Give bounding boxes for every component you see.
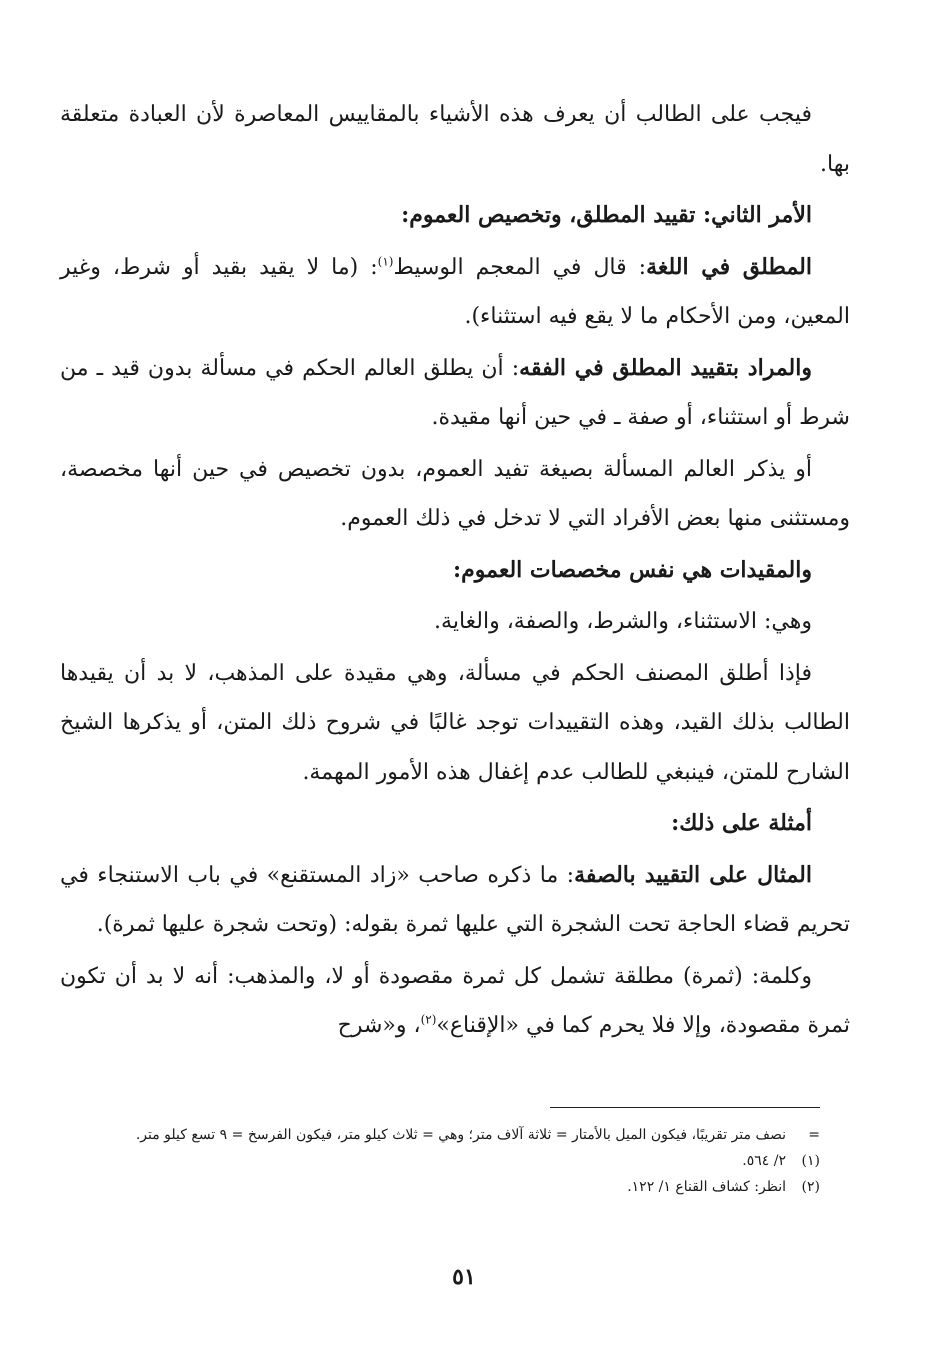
heading-examples: أمثلة على ذلك:: [671, 810, 812, 836]
term-taqyid-fiqh: والمراد بتقييد المطلق في الفقه: [519, 354, 812, 381]
paragraph-mutlaq-linguistic: [60, 243, 850, 342]
paragraph-2-text-a: : قال في المعجم الوسيط: [393, 254, 647, 280]
paragraph-3-text: : أن يطلق العالم الحكم في مسألة بدون قيد ـ من شرط أو استثناء، أو صفة ـ في حين أنها مقيدة.: [60, 355, 850, 430]
paragraph-7-text: : ما ذكره صاحب «زاد المستقنع» في باب الاستنجاء في تحريم قضاء الحاجة تحت الشجرة التي عليها ثمرة بقوله: (وتحت شجرة عليها ثمرة).: [60, 862, 850, 937]
footnote-text: نصف متر تقريبًا، فيكون الميل بالأمتار = ثلاثة آلاف متر؛ وهي = ثلاث كيلو متر، فيكون الفرسخ = ٩ تسع كيلو متر.: [135, 1127, 786, 1143]
term-example-sifa: المثال على التقييد بالصفة: [574, 861, 812, 888]
paragraph-8-text-b: ، و«شرح: [337, 1013, 421, 1038]
footnote-continuation: [80, 1122, 820, 1148]
footnote-marker: =: [808, 1127, 820, 1143]
paragraph-8-text-a: وكلمة: (ثمرة) مطلقة تشمل كل ثمرة مقصودة أو لا، والمذهب: أنه لا بد أن تكون ثمرة مقصودة، وإلا فلا يحرم كما في «الإقناع»: [60, 963, 850, 1038]
paragraph-taqyid-fiqh: [60, 344, 850, 443]
paragraph-1: فيجب على الطالب أن يعرف هذه الأشياء بالمقاييس المعاصرة لأن العبادة متعلقة بها.: [60, 102, 850, 177]
footnotes: [80, 1122, 820, 1200]
main-text: [60, 90, 850, 1053]
footnote-1: [80, 1148, 820, 1174]
footnote-ref-1[interactable]: (١): [377, 254, 394, 269]
footnote-text: ٢/ ٥٦٤.: [742, 1153, 786, 1169]
paragraph-2-text-b: : (ما لا يقيد بقيد أو شرط، وغير المعين، ومن الأحكام ما لا يقع فيه استثناء).: [60, 254, 850, 329]
term-mutlaq-lugha: المطلق في اللغة: [646, 253, 812, 280]
footnote-marker: (٢): [801, 1179, 820, 1195]
footnote-marker: (١): [801, 1153, 820, 1169]
footnote-2: [80, 1174, 820, 1200]
footnote-separator: [550, 1107, 820, 1108]
footnote-text: انظر: كشاف القناع ١/ ١٢٢.: [627, 1179, 786, 1195]
paragraph-thamara: [60, 952, 850, 1051]
heading-second-matter: الأمر الثاني: تقييد المطلق، وتخصيص العموم:: [401, 202, 812, 228]
footnote-ref-2[interactable]: (٢): [420, 1012, 437, 1027]
paragraph-example-sifa: [60, 851, 850, 950]
heading-muqayyidat: والمقيدات هي نفس مخصصات العموم:: [453, 556, 812, 583]
paragraph-list-muqayyidat: وهي: الاستثناء، والشرط، والصفة، والغاية.: [434, 609, 812, 634]
paragraph-itlaq-musannif: فإذا أطلق المصنف الحكم في مسألة، وهي مقيدة على المذهب، لا بد أن يقيدها الطالب بذلك القيد، وهذه التقييدات توجد غالبًا في شروح ذلك المتن، أو يذكرها الشيخ الشارح للمتن، فينبغي للطالب عدم إغفال هذه الأمور المهمة.: [60, 660, 850, 785]
paragraph-umum: أو يذكر العالم المسألة بصيغة تفيد العموم، بدون تخصيص في حين أنها مخصصة، ومستثنى منها بعض الأفراد التي لا تدخل في ذلك العموم.: [60, 456, 850, 531]
page-number: ٥١: [452, 1264, 476, 1290]
